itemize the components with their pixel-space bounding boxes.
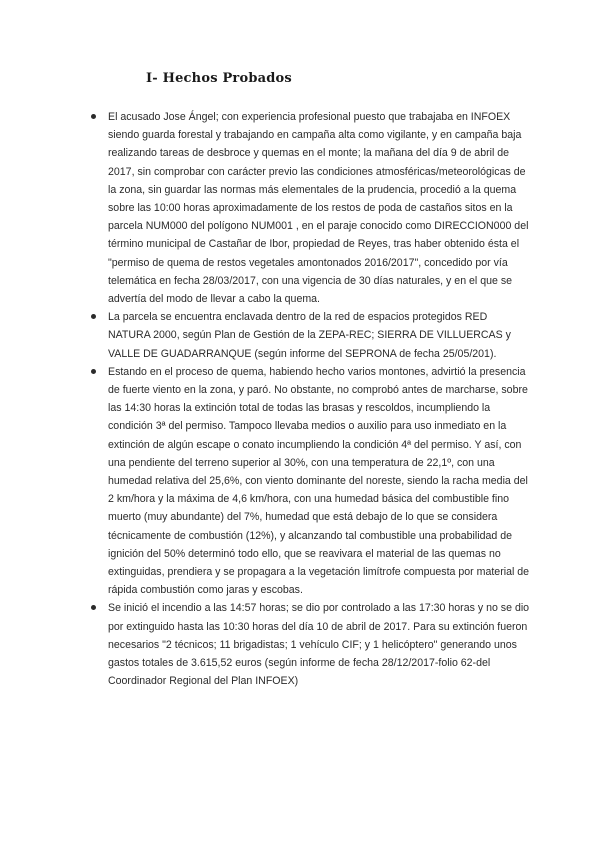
section-heading: I- Hechos Probados — [146, 71, 292, 86]
bullet-icon — [91, 314, 96, 319]
fact-text: La parcela se encuentra enclavada dentro de la red de espacios protegidos RED NATURA 2000, según Plan de Gestión de la ZEPA-REC; SIERRA DE VILLUERCAS y VALLE DE GUADARRANQUE (según informe del SEPRONA de fecha 25/05/201). — [108, 311, 511, 360]
list-item — [108, 108, 532, 308]
bullet-icon — [91, 369, 96, 374]
bullet-icon — [91, 114, 96, 119]
list-item — [108, 599, 532, 690]
list-item — [108, 308, 532, 363]
fact-text: Estando en el proceso de quema, habiendo hecho varios montones, advirtió la presencia de fuerte viento en la zona, y paró. No obstante, no comprobó antes de marcharse, sobre las 14:30 horas la extinción total de todas las brasas y rescoldos, incumpliendo la condición 3ª del permiso. Tampoco llevaba medios o auxilio para uso inmediato en la extinción de algún escape o conato incumpliendo la condición 4ª del permiso. Y así, con una pendiente del terreno superior al 30%, con una temperatura de 22,1º, con una humedad relativa del 25,6%, con viento dominante del noreste, siendo la racha media del 2 km/hora y la máxima de 4,6 km/hora, con una humedad básica del combustible fino muerto (muy abundante) del 7%, humedad que está debajo de lo que se considera técnicamente de combustión (12%), y alcanzando tal combustible una probabilidad de ignición del 50% determinó todo ello, que se reavivara el material de las quemas no extinguidas, prendiera y se propagara a la vegetación limítrofe compuesta por material de rápida combustión como jaras y escobas. — [108, 365, 530, 597]
bullet-icon — [91, 605, 96, 610]
list-item — [108, 363, 532, 600]
facts-list — [108, 108, 532, 691]
fact-text: Se inició el incendio a las 14:57 horas; se dio por controlado a las 17:30 horas y no se dio por extinguido hasta las 10:30 horas del día 10 de abril de 2017. Para su extinción fueron necesarios "2 técnicos; 11 brigadistas; 1 vehículo CIF; y 1 helicóptero" generando unos gastos totales de 3.615,52 euros (según informe de fecha 28/12/2017-folio 62-del Coordinador Regional del Plan INFOEX) — [108, 602, 530, 688]
fact-text: El acusado Jose Ángel; con experiencia profesional puesto que trabajaba en INFOEX siendo guarda forestal y trabajando en campaña alta como vigilante, y en campaña baja realizando tareas de desbroce y quemas en el monte; la mañana del día 9 de abril de 2017, sin comprobar con carácter previo las condiciones atmosféricas/meteorológicas de la zona, sin guardar las normas más elementales de la prudencia, procedió a la quema sobre las 10:00 horas aproximadamente de los restos de poda de castaños sitos en la parcela NUM000 del polígono NUM001 , en el paraje conocido como DIRECCION000 del término municipal de Castañar de Ibor, propiedad de Reyes, tras haber obtenido ésta el "permiso de quema de restos vegetales amontonados 2016/2017", concedido por vía telemática en fecha 28/03/2017, con una vigencia de 30 días naturales, y en el que se advertía del modo de llevar a cabo la quema. — [108, 111, 529, 306]
